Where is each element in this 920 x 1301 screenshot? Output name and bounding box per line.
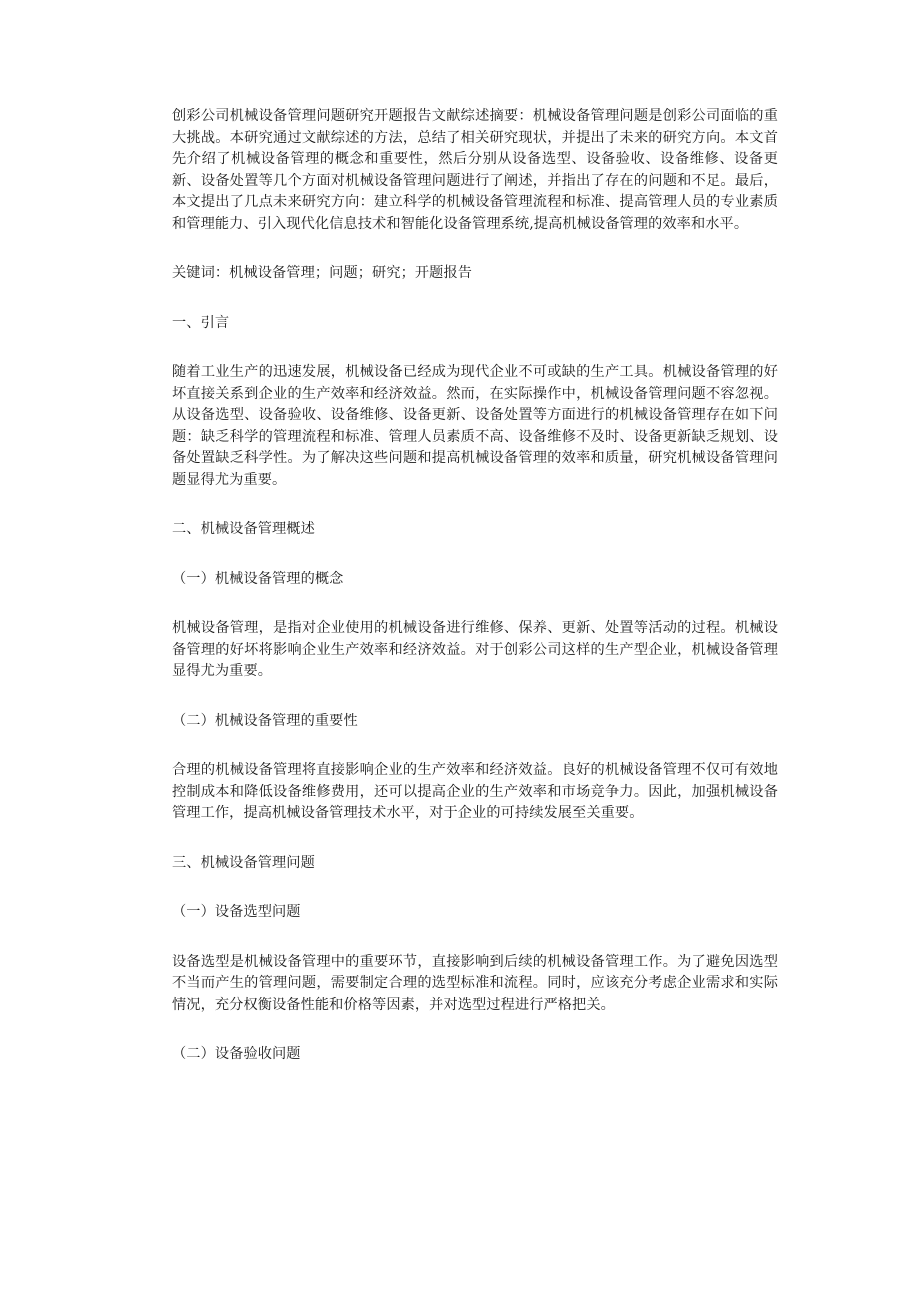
section-1-heading: 一、引言 — [172, 314, 230, 331]
section-2-2-paragraph: 合理的机械设备管理将直接影响企业的生产效率和经济效益。良好的机械设备管理不仅可有效地控制成本和降低设备维修费用，还可以提高企业的生产效率和市场竞争力。因此，加强机械设备管理工作，提高机械设备管理技术水平，对于企业的可持续发展至关重要。 — [172, 762, 778, 821]
section-2-2-heading: （二）机械设备管理的重要性 — [172, 712, 358, 729]
abstract-paragraph: 创彩公司机械设备管理问题研究开题报告文献综述摘要：机械设备管理问题是创彩公司面临的重大挑战。本研究通过文献综述的方法，总结了相关研究现状，并提出了未来的研究方向。本文首先介绍了机械设备管理的概念和重要性，然后分别从设备选型、设备验收、设备维修、设备更新、设备处置等几个方面对机械设备管理问题进行了阐述，并指出了存在的问题和不足。最后，本文提出了几点未来研究方向：建立科学的机械设备管理流程和标准、提高管理人员的专业素质和管理能力、引入现代化信息技术和智能化设备管理系统,提高机械设备管理的效率和水平。 — [172, 108, 778, 232]
keywords-line: 关键词：机械设备管理；问题；研究；开题报告 — [172, 265, 473, 281]
section-2-heading: 二、机械设备管理概述 — [172, 521, 315, 537]
section-3-heading: 三、机械设备管理问题 — [172, 854, 315, 871]
section-2-1-paragraph: 机械设备管理，是指对企业使用的机械设备进行维修、保养、更新、处置等活动的过程。机械设备管理的好坏将影响企业生产效率和经济效益。对于创彩公司这样的生产型企业，机械设备管理显得尤为重要。 — [172, 620, 778, 679]
section-2-1-heading: （一）机械设备管理的概念 — [172, 570, 344, 587]
section-3-1-heading: （一）设备选型问题 — [172, 904, 301, 920]
section-3-1-paragraph: 设备选型是机械设备管理中的重要环节，直接影响到后续的机械设备管理工作。为了避免因选型不当而产生的管理问题，需要制定合理的选型标准和流程。同时，应该充分考虑企业需求和实际情况，充分权衡设备性能和价格等因素，并对选型过程进行严格把关。 — [172, 953, 778, 1013]
section-3-2-heading: （二）设备验收问题 — [172, 1046, 301, 1062]
section-1-paragraph: 随着工业生产的迅速发展，机械设备已经成为现代企业不可或缺的生产工具。机械设备管理的好坏直接关系到企业的生产效率和经济效益。然而，在实际操作中，机械设备管理问题不容忽视。从设备选型、设备验收、设备维修、设备更新、设备处置等方面进行的机械设备管理存在如下问题：缺乏科学的管理流程和标准、管理人员素质不高、设备维修不及时、设备更新缺乏规划、设备处置缺乏科学性。为了解决这些问题和提高机械设备管理的效率和质量，研究机械设备管理问题显得尤为重要。 — [172, 364, 778, 488]
document-page — [172, 106, 778, 1094]
